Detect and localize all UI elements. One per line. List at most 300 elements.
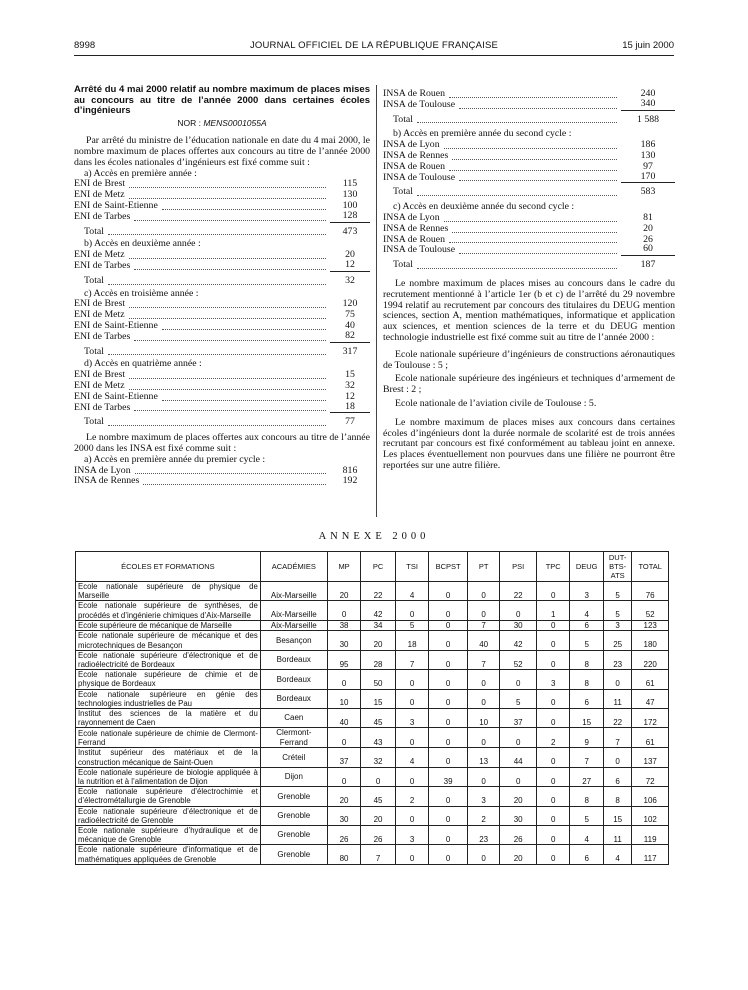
row-label: ENI de Brest (74, 178, 126, 190)
quota-cell: 80 (327, 845, 361, 864)
column-header: BCPST (429, 552, 468, 582)
quota-cell: 30 (500, 620, 537, 631)
row-label: INSA de Rennes (74, 475, 140, 487)
quota-cell: 20 (327, 787, 361, 806)
quota-cell: 37 (500, 708, 537, 727)
quota-cell: 32 (361, 748, 396, 767)
quota-cell: 45 (361, 787, 396, 806)
row-label: INSA de Rouen (383, 233, 446, 245)
column-header: TOTAL (632, 552, 669, 582)
row-label: INSA de Lyon (383, 139, 440, 151)
quota-cell: 8 (570, 787, 604, 806)
quota-cell: 15 (603, 806, 631, 825)
academy: Aix-Marseille (260, 582, 327, 601)
quota-cell: 0 (467, 689, 499, 708)
quota-cell: 2 (467, 806, 499, 825)
quota-cell: 28 (361, 650, 396, 669)
row-value: 20 (643, 222, 653, 234)
quota-cell: 22 (361, 582, 396, 601)
row-value: 115 (342, 178, 358, 190)
dot-leader (444, 148, 617, 149)
quota-cell: 106 (632, 787, 669, 806)
academy: Créteil (260, 748, 327, 767)
quota-cell: 0 (429, 728, 468, 748)
quota-cell: 0 (536, 767, 570, 786)
quota-cell: 3 (570, 582, 604, 601)
quota-cell: 5 (395, 620, 429, 631)
column-header: PSI (500, 552, 537, 582)
total-value: 187 (640, 259, 656, 271)
list-row (74, 329, 370, 343)
quota-cell: 0 (536, 845, 570, 864)
quota-cell: 61 (632, 728, 669, 748)
quota-cell: 0 (500, 670, 537, 689)
quota-cell: 0 (536, 825, 570, 844)
table-row (76, 670, 669, 689)
quota-cell: 0 (395, 845, 429, 864)
school-name: Ecole nationale supérieure de chimie de Clermont-Ferrand (76, 728, 261, 748)
quota-cell: 6 (570, 620, 604, 631)
dot-leader (134, 220, 326, 221)
dot-leader (143, 484, 326, 485)
enac-paragraph: Ecole nationale de l’aviation civile de Toulouse : 5. (395, 397, 597, 409)
quota-cell: 40 (327, 708, 361, 727)
quota-cell: 0 (467, 582, 499, 601)
quota-cell: 47 (632, 689, 669, 708)
dot-leader (444, 221, 617, 222)
row-label: INSA de Rennes (383, 222, 449, 234)
quota-cell: 26 (361, 825, 396, 844)
quota-cell: 172 (632, 708, 669, 727)
row-value: 26 (643, 233, 653, 245)
quota-cell: 7 (467, 620, 499, 631)
quota-cell: 119 (632, 825, 669, 844)
quota-cell: 4 (570, 825, 604, 844)
quota-cell: 52 (500, 650, 537, 669)
dot-leader (129, 378, 326, 379)
quota-cell: 2 (536, 728, 570, 748)
row-label: ENI de Brest (74, 369, 126, 381)
row-label: INSA de Lyon (74, 464, 131, 476)
column-header: DEUG (570, 552, 604, 582)
quota-cell: 42 (500, 631, 537, 650)
quota-cell: 10 (327, 689, 361, 708)
issue-date: 15 juin 2000 (622, 40, 674, 51)
row-value: 12 (345, 390, 355, 402)
row-label: ENI de Saint-Etienne (74, 200, 158, 212)
quota-cell: 50 (361, 670, 396, 689)
academy: Caen (260, 708, 327, 727)
dot-leader (449, 97, 617, 98)
quota-cell: 95 (327, 650, 361, 669)
table-row (76, 825, 669, 844)
quota-cell: 0 (467, 670, 499, 689)
row-label: INSA de Toulouse (383, 244, 456, 256)
quota-cell: 137 (632, 748, 669, 767)
school-name: Ecole nationale supérieure d’électrochimie et d’électrométallurgie de Grenoble (76, 787, 261, 806)
row-value: 130 (640, 149, 656, 161)
row-value: 12 (330, 260, 370, 272)
list-row (383, 224, 675, 235)
academy: Clermont-Ferrand (260, 728, 327, 748)
row-value: 40 (345, 320, 355, 332)
total-label: Total (393, 113, 413, 125)
section-heading: c) Accès en troisième année : (84, 287, 199, 299)
quota-cell: 0 (429, 601, 468, 620)
annex-table (75, 551, 669, 865)
total-value: 583 (640, 186, 656, 198)
row-label: ENI de Saint-Etienne (74, 320, 158, 332)
quota-cell: 0 (429, 582, 468, 601)
quota-cell: 0 (429, 670, 468, 689)
quota-cell: 0 (395, 601, 429, 620)
quota-cell: 5 (603, 582, 631, 601)
row-value: 816 (342, 464, 358, 476)
quota-cell: 0 (327, 728, 361, 748)
list-row (74, 209, 370, 223)
column-header: ÉCOLES ET FORMATIONS (76, 552, 261, 582)
school-name: Ecole nationale supérieure d’hydraulique et de mécanique de Grenoble (76, 825, 261, 844)
column-header: TSI (395, 552, 429, 582)
list-row (74, 476, 370, 487)
quota-cell: 26 (500, 825, 537, 844)
quota-cell: 27 (570, 767, 604, 786)
dot-leader (162, 209, 326, 210)
row-label: INSA de Toulouse (383, 98, 456, 110)
row-label: INSA de Rennes (383, 149, 449, 161)
dot-leader (452, 232, 617, 233)
dot-leader (452, 159, 617, 160)
list-row (383, 245, 675, 256)
row-label: ENI de Metz (74, 249, 125, 261)
quota-cell: 30 (327, 806, 361, 825)
row-value: 186 (640, 139, 656, 151)
quota-cell: 7 (395, 650, 429, 669)
quota-cell: 0 (327, 601, 361, 620)
quota-cell: 5 (570, 806, 604, 825)
total-value: 32 (345, 274, 355, 286)
quota-cell: 0 (467, 601, 499, 620)
row-value: 192 (342, 475, 358, 487)
total-label: Total (393, 259, 413, 271)
insa-b-list (383, 140, 675, 183)
quota-cell: 20 (361, 806, 396, 825)
row-label: ENI de Metz (74, 380, 125, 392)
quota-cell: 0 (536, 650, 570, 669)
row-value: 75 (345, 309, 355, 321)
total-value: 317 (342, 345, 358, 357)
dot-leader (129, 258, 326, 259)
quota-cell: 10 (467, 708, 499, 727)
column-header: ACADÉMIES (260, 552, 327, 582)
quota-cell: 42 (361, 601, 396, 620)
dot-leader (449, 242, 617, 243)
quota-cell: 123 (632, 620, 669, 631)
row-label: ENI de Saint-Etienne (74, 390, 158, 402)
quota-cell: 0 (429, 845, 468, 864)
table-row (76, 631, 669, 650)
quota-cell: 52 (632, 601, 669, 620)
quota-cell: 4 (603, 845, 631, 864)
journal-title: JOURNAL OFFICIEL DE LA RÉPUBLIQUE FRANÇAISE (249, 40, 499, 51)
page-header (74, 40, 674, 54)
table-row (76, 748, 669, 767)
section-heading: a) Accès en première année : (84, 167, 197, 179)
table-row (76, 845, 669, 864)
decree-title: Arrêté du 4 mai 2000 relatif au nombre maximum de places mises au concours au titre de l’année 2000 dans certaines écoles d’ingénieurs (74, 84, 370, 116)
nor-code: MENS0001055A (203, 117, 267, 128)
quota-cell: 44 (500, 748, 537, 767)
quota-cell: 0 (429, 825, 468, 844)
quota-cell: 34 (361, 620, 396, 631)
quota-cell: 22 (500, 582, 537, 601)
table-row (76, 767, 669, 786)
row-value: 32 (345, 380, 355, 392)
quota-cell: 45 (361, 708, 396, 727)
quota-cell: 0 (500, 728, 537, 748)
quota-cell: 0 (429, 650, 468, 669)
academy: Bordeaux (260, 650, 327, 669)
quota-cell: 23 (603, 650, 631, 669)
quota-cell: 15 (570, 708, 604, 727)
quota-cell: 0 (536, 689, 570, 708)
academy: Aix-Marseille (260, 601, 327, 620)
nor-label: NOR : (177, 117, 201, 128)
quota-cell: 0 (429, 689, 468, 708)
ensieta-paragraph: Ecole nationale supérieure des ingénieurs et techniques d’armement de Brest : 2 ; (383, 373, 675, 396)
quota-cell: 25 (603, 631, 631, 650)
school-name: Ecole nationale supérieure en génie des technologies industrielles de Pau (76, 689, 261, 708)
nor-reference (74, 118, 370, 129)
insa-c-list (383, 213, 675, 256)
dot-leader (459, 253, 617, 254)
school-name: Ecole nationale supérieure de synthèses, de procédés et d’ingénierie chimiques d’Aix-Marseille (76, 601, 261, 620)
insa-c-heading: c) Accès en deuxième année du second cycle : (393, 201, 575, 213)
quota-cell: 22 (603, 708, 631, 727)
quota-cell: 0 (536, 631, 570, 650)
school-name: Ecole nationale supérieure de physique de Marseille (76, 582, 261, 601)
quota-cell: 0 (429, 806, 468, 825)
row-value: 81 (643, 211, 653, 223)
total-label: Total (84, 416, 104, 428)
row-value: 60 (621, 244, 675, 256)
total-row (74, 347, 370, 358)
quota-cell: 220 (632, 650, 669, 669)
school-name: Ecole nationale supérieure d’électronique et de radioélectricité de Grenoble (76, 806, 261, 825)
quota-cell: 9 (570, 728, 604, 748)
quota-cell: 4 (570, 601, 604, 620)
dot-leader (129, 318, 326, 319)
quota-cell: 0 (467, 767, 499, 786)
school-name: Ecole nationale supérieure d’électronique et de radioélectricité de Bordeaux (76, 650, 261, 669)
quota-cell: 6 (570, 845, 604, 864)
row-value: 82 (330, 331, 370, 343)
insa-a-list (74, 466, 370, 488)
quota-cell: 8 (603, 787, 631, 806)
column-separator (376, 85, 377, 517)
quota-cell: 4 (395, 582, 429, 601)
insa-intro: Le nombre maximum de places offertes aux concours au titre de l’année 2000 dans les INSA est fixé comme suit : (74, 432, 370, 455)
row-label: ENI de Tarbes (74, 401, 131, 413)
page-number: 8998 (74, 40, 96, 51)
school-name: Institut des sciences de la matière et du rayonnement de Caen (76, 708, 261, 727)
table-row (76, 806, 669, 825)
row-label: ENI de Metz (74, 309, 125, 321)
quota-cell: 0 (536, 806, 570, 825)
dot-leader (134, 410, 326, 411)
insa-b-heading: b) Accès en première année du second cycle : (393, 128, 572, 140)
quota-cell: 5 (570, 631, 604, 650)
row-value: 240 (640, 88, 656, 99)
quota-cell: 7 (603, 728, 631, 748)
table-row (76, 620, 669, 631)
table-row (76, 728, 669, 748)
section-heading: d) Accès en quatrième année : (84, 358, 202, 370)
column-header: TPC (536, 552, 570, 582)
total-value: 1 588 (636, 113, 660, 125)
column-header: PT (467, 552, 499, 582)
row-label: ENI de Tarbes (74, 260, 131, 272)
school-name: Ecole nationale supérieure d’informatique et de mathématiques appliquées de Grenoble (76, 845, 261, 864)
quota-cell: 0 (536, 708, 570, 727)
row-label: ENI de Metz (74, 189, 125, 201)
quota-cell: 6 (570, 689, 604, 708)
insa-a-heading: a) Accès en première année du premier cycle : (84, 453, 266, 465)
column-header: DUT-BTS-ATS (603, 552, 631, 582)
quota-cell: 0 (429, 748, 468, 767)
table-row (76, 650, 669, 669)
ensica-paragraph: Ecole nationale supérieure d’ingénieurs de constructions aéronautiques de Toulouse : 5 ; (383, 348, 675, 371)
quota-cell: 180 (632, 631, 669, 650)
row-value: 340 (621, 99, 675, 111)
annex-title: ANNEXE 2000 (318, 531, 430, 542)
column-header: PC (361, 552, 396, 582)
total-row (383, 187, 675, 198)
quota-cell: 38 (327, 620, 361, 631)
quota-cell: 30 (327, 631, 361, 650)
quota-cell: 7 (361, 845, 396, 864)
list-row (383, 97, 675, 111)
intro-paragraph: Par arrêté du ministre de l’éducation nationale en date du 4 mai 2000, le nombre maximum de places offertes aux concours au titre de l’année 2000 dans les écoles nationales d’ingénieurs est fixé comme suit : (74, 135, 370, 168)
quota-cell: 0 (429, 620, 468, 631)
row-label: ENI de Tarbes (74, 330, 131, 342)
quota-cell: 4 (395, 748, 429, 767)
total-value: 77 (345, 416, 355, 428)
quota-cell: 0 (395, 689, 429, 708)
quota-cell: 2 (395, 787, 429, 806)
quota-cell: 40 (467, 631, 499, 650)
quota-cell: 76 (632, 582, 669, 601)
quota-cell: 0 (603, 670, 631, 689)
table-row (76, 787, 669, 806)
row-value: 170 (621, 172, 675, 184)
quota-cell: 39 (429, 767, 468, 786)
quota-cell: 0 (395, 670, 429, 689)
school-name: Institut supérieur des matériaux et de la construction mécanique de Saint-Ouen (76, 748, 261, 767)
dot-leader (459, 180, 617, 181)
row-value: 100 (342, 200, 358, 212)
quota-cell: 0 (395, 806, 429, 825)
total-value: 473 (342, 225, 358, 237)
row-label: ENI de Brest (74, 298, 126, 310)
dot-leader (449, 170, 617, 171)
table-row (76, 689, 669, 708)
total-label: Total (84, 225, 104, 237)
quota-cell: 0 (327, 767, 361, 786)
row-label: INSA de Toulouse (383, 171, 456, 183)
row-value: 128 (330, 211, 370, 223)
quota-cell: 37 (327, 748, 361, 767)
academy: Grenoble (260, 787, 327, 806)
insa-a-list-continued (383, 89, 675, 111)
quota-cell: 0 (429, 787, 468, 806)
school-name: Ecole nationale supérieure de mécanique et des microtechniques de Besançon (76, 631, 261, 650)
quota-cell: 0 (395, 728, 429, 748)
quota-cell: 0 (536, 748, 570, 767)
quota-cell: 18 (395, 631, 429, 650)
quota-cell: 8 (570, 650, 604, 669)
quota-cell: 0 (429, 631, 468, 650)
row-label: INSA de Rouen (383, 88, 446, 99)
eni-sections (74, 169, 370, 431)
quota-cell: 0 (500, 601, 537, 620)
quota-cell: 23 (467, 825, 499, 844)
academy: Bordeaux (260, 689, 327, 708)
quota-cell: 13 (467, 748, 499, 767)
quota-cell: 0 (536, 582, 570, 601)
academy: Grenoble (260, 825, 327, 844)
quota-cell: 3 (603, 620, 631, 631)
annex-header-row (76, 552, 669, 582)
dot-leader (129, 187, 326, 188)
quota-cell: 0 (395, 767, 429, 786)
quota-cell: 20 (327, 582, 361, 601)
quota-cell: 0 (429, 708, 468, 727)
dot-leader (129, 389, 326, 390)
quota-cell: 0 (603, 748, 631, 767)
quota-cell: 30 (500, 806, 537, 825)
list-row (74, 400, 370, 414)
dot-leader (459, 108, 617, 109)
total-row (74, 227, 370, 238)
quota-cell: 0 (536, 787, 570, 806)
deug-paragraph: Le nombre maximum de places mises au concours dans le cadre du recrutement mentionné à l’article 1er (b et c) de l’arrêté du 29 novembre 1994 relatif au recrutement par concours des titulaires du DEUG mention sciences, section A, mention mathématiques, informatique et application aux sciences, et mention sciences de la terre et du DEUG mention technologie industrielle est fixé comme suit au titre de l’année 2000 : (383, 277, 675, 343)
list-row (383, 170, 675, 184)
quota-cell: 0 (467, 728, 499, 748)
academy: Grenoble (260, 845, 327, 864)
row-value: 97 (643, 160, 653, 172)
right-column (383, 89, 675, 472)
row-value: 15 (345, 369, 355, 381)
quota-cell: 61 (632, 670, 669, 689)
school-name: Ecole supérieure de mécanique de Marseille (76, 620, 261, 631)
quota-cell: 0 (327, 670, 361, 689)
row-value: 20 (345, 249, 355, 261)
school-name: Ecole nationale supérieure de biologie appliquée à la nutrition et à l’alimentation de Dijon (76, 767, 261, 786)
quota-cell: 11 (603, 689, 631, 708)
section-heading: b) Accès en deuxième année : (84, 238, 201, 250)
quota-cell: 7 (467, 650, 499, 669)
dot-leader (135, 473, 326, 474)
quota-cell: 5 (500, 689, 537, 708)
total-label: Total (84, 345, 104, 357)
quota-cell: 1 (536, 601, 570, 620)
table-row (76, 601, 669, 620)
dot-leader (162, 329, 326, 330)
quota-cell: 3 (395, 825, 429, 844)
quota-cell: 20 (500, 845, 537, 864)
quota-cell: 0 (361, 767, 396, 786)
